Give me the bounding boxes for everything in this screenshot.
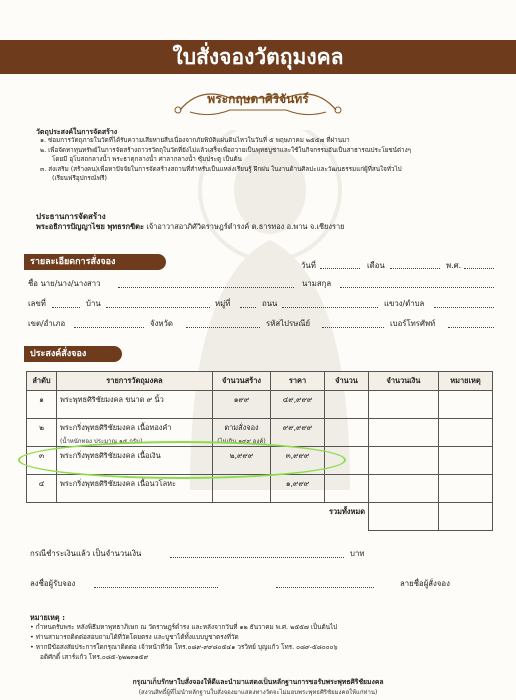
objective-item: โดยมี อุโบสถกลางน้ำ พระธาตุกลางน้ำ ศาลากลางน้ำ ซุ้มประตู เป็นต้น xyxy=(52,156,242,163)
row-no: ๓ xyxy=(27,447,57,475)
road-field[interactable] xyxy=(282,307,378,308)
postcode-field[interactable] xyxy=(322,327,384,328)
month-label: เดือน xyxy=(367,261,385,270)
row-amount-cell[interactable] xyxy=(325,391,369,419)
order-banner: ประสงค์สั่งจอง xyxy=(24,346,122,362)
objective-item: ๑. ซ่อมการวัตถุภายในวัดที่ได้รับความเสียหายสืบเนื่องจากภัยพิบัติแผ่นดินไหวในวันที่ ๕ พฤษภาคม ๒๕๕๗ ที่ผ่านมา xyxy=(40,137,350,144)
note-item: อติศักดิ์ เสาร์แก้ว โทร.๐๘๕-๖๒๒๓๑๕๙ xyxy=(40,653,149,661)
row-qty-made: ๒,๙๙๙ xyxy=(213,447,271,475)
row-remark-cell[interactable] xyxy=(439,419,493,447)
row-remark-cell[interactable] xyxy=(439,475,493,503)
province-label: จังหวัด xyxy=(150,319,173,328)
row-no: ๒ xyxy=(27,419,57,447)
phone-label: เบอร์โทรศัพท์ xyxy=(390,319,436,328)
row-total-cell[interactable] xyxy=(369,475,439,503)
header-remark: หมายเหตุ xyxy=(439,372,493,391)
row-qty-made xyxy=(213,475,271,503)
subdistrict-label: แขวง/ตำบล xyxy=(384,299,425,308)
row-price: ๙๙,๙๙๙ xyxy=(271,419,325,447)
row-item-sub: (น้ำหนักทอง ประมาณ ๑๕ กรัม) xyxy=(60,438,143,445)
month-field[interactable] xyxy=(390,268,440,269)
payment-field[interactable] xyxy=(170,557,344,558)
objective-item: (เรียนฟรีอุปกรณ์ฟรี) xyxy=(52,175,107,182)
header-total: จำนวนเงิน xyxy=(369,372,439,391)
moo-label: หมู่ที่ xyxy=(215,299,231,308)
chair-line xyxy=(36,221,344,233)
row-item: พระกริ่งพุทธศิริชัยมงคล เนื้อทองคำ xyxy=(60,423,172,432)
header-no: ลำดับ xyxy=(27,372,57,391)
row-price: ๓,๙๙๙ xyxy=(271,447,325,475)
orderer-sign-field[interactable] xyxy=(276,587,374,588)
row-item: พระกริ่งพุทธศิริชัยมงคล เนื้อเงิน xyxy=(57,447,213,475)
total-row xyxy=(27,503,493,531)
number-label: เลขที่ xyxy=(28,299,46,308)
row-no: ๔ xyxy=(27,475,57,503)
row-qty-sub: (ไม่เกิน ๑๙๙ องค์) xyxy=(217,438,266,445)
row-remark-cell[interactable] xyxy=(439,391,493,419)
district-label: เขต/อำเภอ xyxy=(28,319,66,328)
row-total-cell[interactable] xyxy=(369,447,439,475)
header-price: ราคา xyxy=(271,372,325,391)
row-item: พระพุทธศิริชัยมงคล ขนาด ๙ นิ้ว xyxy=(57,391,213,419)
row-remark-cell[interactable] xyxy=(439,447,493,475)
objective-item: ๒. เพื่อจัดหาทุนทรัพย์ในการจัดสร้างถาวรวัตถุในวัดที่ยังไม่แล้วเสร็จเพื่อถวายเป็นพุทธบูชาและใช้ในกิจกรรมอันเป็นสาธารณประโยชน์ต่างๆ xyxy=(40,147,412,154)
day-field[interactable] xyxy=(320,268,360,269)
postcode-label: รหัสไปรษณีย์ xyxy=(266,319,311,328)
total-label: รวมทั้งหมด xyxy=(27,503,369,531)
province-field[interactable] xyxy=(186,327,260,328)
row-price: ๔๙,๙๙๙ xyxy=(271,391,325,419)
note-item: • หากมีข้อสงสัยประการใดกรุณาติดต่อ เจ้าหน้าที่วัด โทร.๐๘๙-๙๙๘๐๕๔๑ วรวิทย์ บุญแก้ว โทร. ๐๘๙-๕๘๐๐๐๖ xyxy=(30,643,338,651)
orderer-sign-label: ลายชื่อผู้สั่งจอง xyxy=(400,579,450,588)
name-label: ชื่อ นาย/นาง/นางสาว xyxy=(28,279,101,288)
receiver-sign-label: ลงชื่อผู้รับจอง xyxy=(30,579,76,588)
surname-label: นามสกุล xyxy=(302,279,332,288)
notes-title: หมายเหตุ : xyxy=(30,613,65,622)
surname-field[interactable] xyxy=(340,287,494,288)
district-field[interactable] xyxy=(74,327,144,328)
day-label: วันที่ xyxy=(301,261,316,270)
payment-unit: บาท xyxy=(350,549,365,558)
ornament-frame xyxy=(170,80,346,124)
header-amount: จำนวน xyxy=(325,372,369,391)
table-header-row xyxy=(27,372,493,391)
row-qty-made: ตามสั่งจอง xyxy=(224,423,259,432)
form-title: ใบสั่งจองวัตถุมงคล xyxy=(0,40,516,74)
ornament-title: พระกฤษดาศิริจันทร์ xyxy=(207,92,309,106)
chair-label: ประธานการจัดสร้าง xyxy=(36,212,106,221)
grand-total-cell[interactable] xyxy=(369,503,439,531)
name-field[interactable] xyxy=(118,287,294,288)
subdistrict-field[interactable] xyxy=(434,307,494,308)
row-item: พระกริ่งพุทธศิริชัยมงคล เนื้อนวโลหะ xyxy=(57,475,213,503)
objective-item: ๓. ส่งเสริม (สร้างคน)เพื่อหาปัจจัยในการจัดสร้างสถานที่สำหรับเป็นแหล่งเรียนรู้ ฝึกฝน ในงานด้านศิลปะและวัฒนธรรมแก่ผู้ที่สนใจทั่วไป xyxy=(40,166,402,173)
row-amount-cell[interactable] xyxy=(325,419,369,447)
row-no: ๑ xyxy=(27,391,57,419)
grand-total-remark-cell[interactable] xyxy=(439,503,493,531)
highlight-circle xyxy=(18,441,346,479)
chair-detail: เจ้าอาวาสอาภิศัวิดราษฎร์ตำรงค์ ต.ธารทอง อ.พาน จ.เชียงราย xyxy=(146,222,345,231)
house-label: บ้าน xyxy=(86,299,101,308)
moo-field[interactable] xyxy=(240,307,256,308)
note-item: • กำหนดรับพระ หลังพิธีมหาพุทธาภิเษก ณ วัดราษฎร์ดำรง และหลังจากวันที่ ๑๒ ธันวาคม พ.ศ. ๒๕๕๗ เป็นต้นไป xyxy=(30,623,338,631)
row-total-cell[interactable] xyxy=(369,391,439,419)
row-qty-made: ๑๙๙ xyxy=(213,391,271,419)
receiver-sign-field[interactable] xyxy=(94,587,218,588)
table-row xyxy=(27,475,493,503)
note-item: • ท่านสามารถติดต่อสอบถามได้ที่วัดโดยตรง และบูชาได้ทั้งแบบบูชาตรงที่วัด xyxy=(30,633,239,641)
house-field[interactable] xyxy=(106,307,210,308)
header-item: รายการวัตถุมงคล xyxy=(57,372,213,391)
table-row xyxy=(27,391,493,419)
phone-field[interactable] xyxy=(448,327,494,328)
header-qty-made: จำนวนสร้าง xyxy=(213,372,271,391)
number-field[interactable] xyxy=(52,307,80,308)
details-banner: รายละเอียดการสั่งจอง xyxy=(24,254,166,270)
row-price: ๑,๙๙๙ xyxy=(271,475,325,503)
footer-notice: กรุณาเก็บรักษาใบสั่งจองให้ดีและนำมาแสดงเป็นหลักฐานการขอรับพระพุทธศิริชัยมงคล xyxy=(132,678,384,686)
year-field[interactable] xyxy=(464,268,494,269)
year-label: พ.ศ. xyxy=(446,261,462,270)
row-total-cell[interactable] xyxy=(369,419,439,447)
objectives-title: วัตถุประสงค์ในการจัดสร้าง xyxy=(36,128,118,136)
payment-label: กรณีชำระเงินแล้ว เป็นจำนวนเงิน xyxy=(30,549,142,558)
chair-name: พระอธิการปัญญาไชย พุทธรกขิตะ xyxy=(36,222,144,231)
footer-disclaimer: (สงวนสิทธิ์ผู้ที่ไม่นำหลักฐานใบสั่งจองมาแสดงทางวัดจะไม่มอบพระพุทธศิริชัยมงคลให้แก่ท่าน) xyxy=(138,689,378,696)
road-label: ถนน xyxy=(262,299,278,308)
row-amount-cell[interactable] xyxy=(325,475,369,503)
